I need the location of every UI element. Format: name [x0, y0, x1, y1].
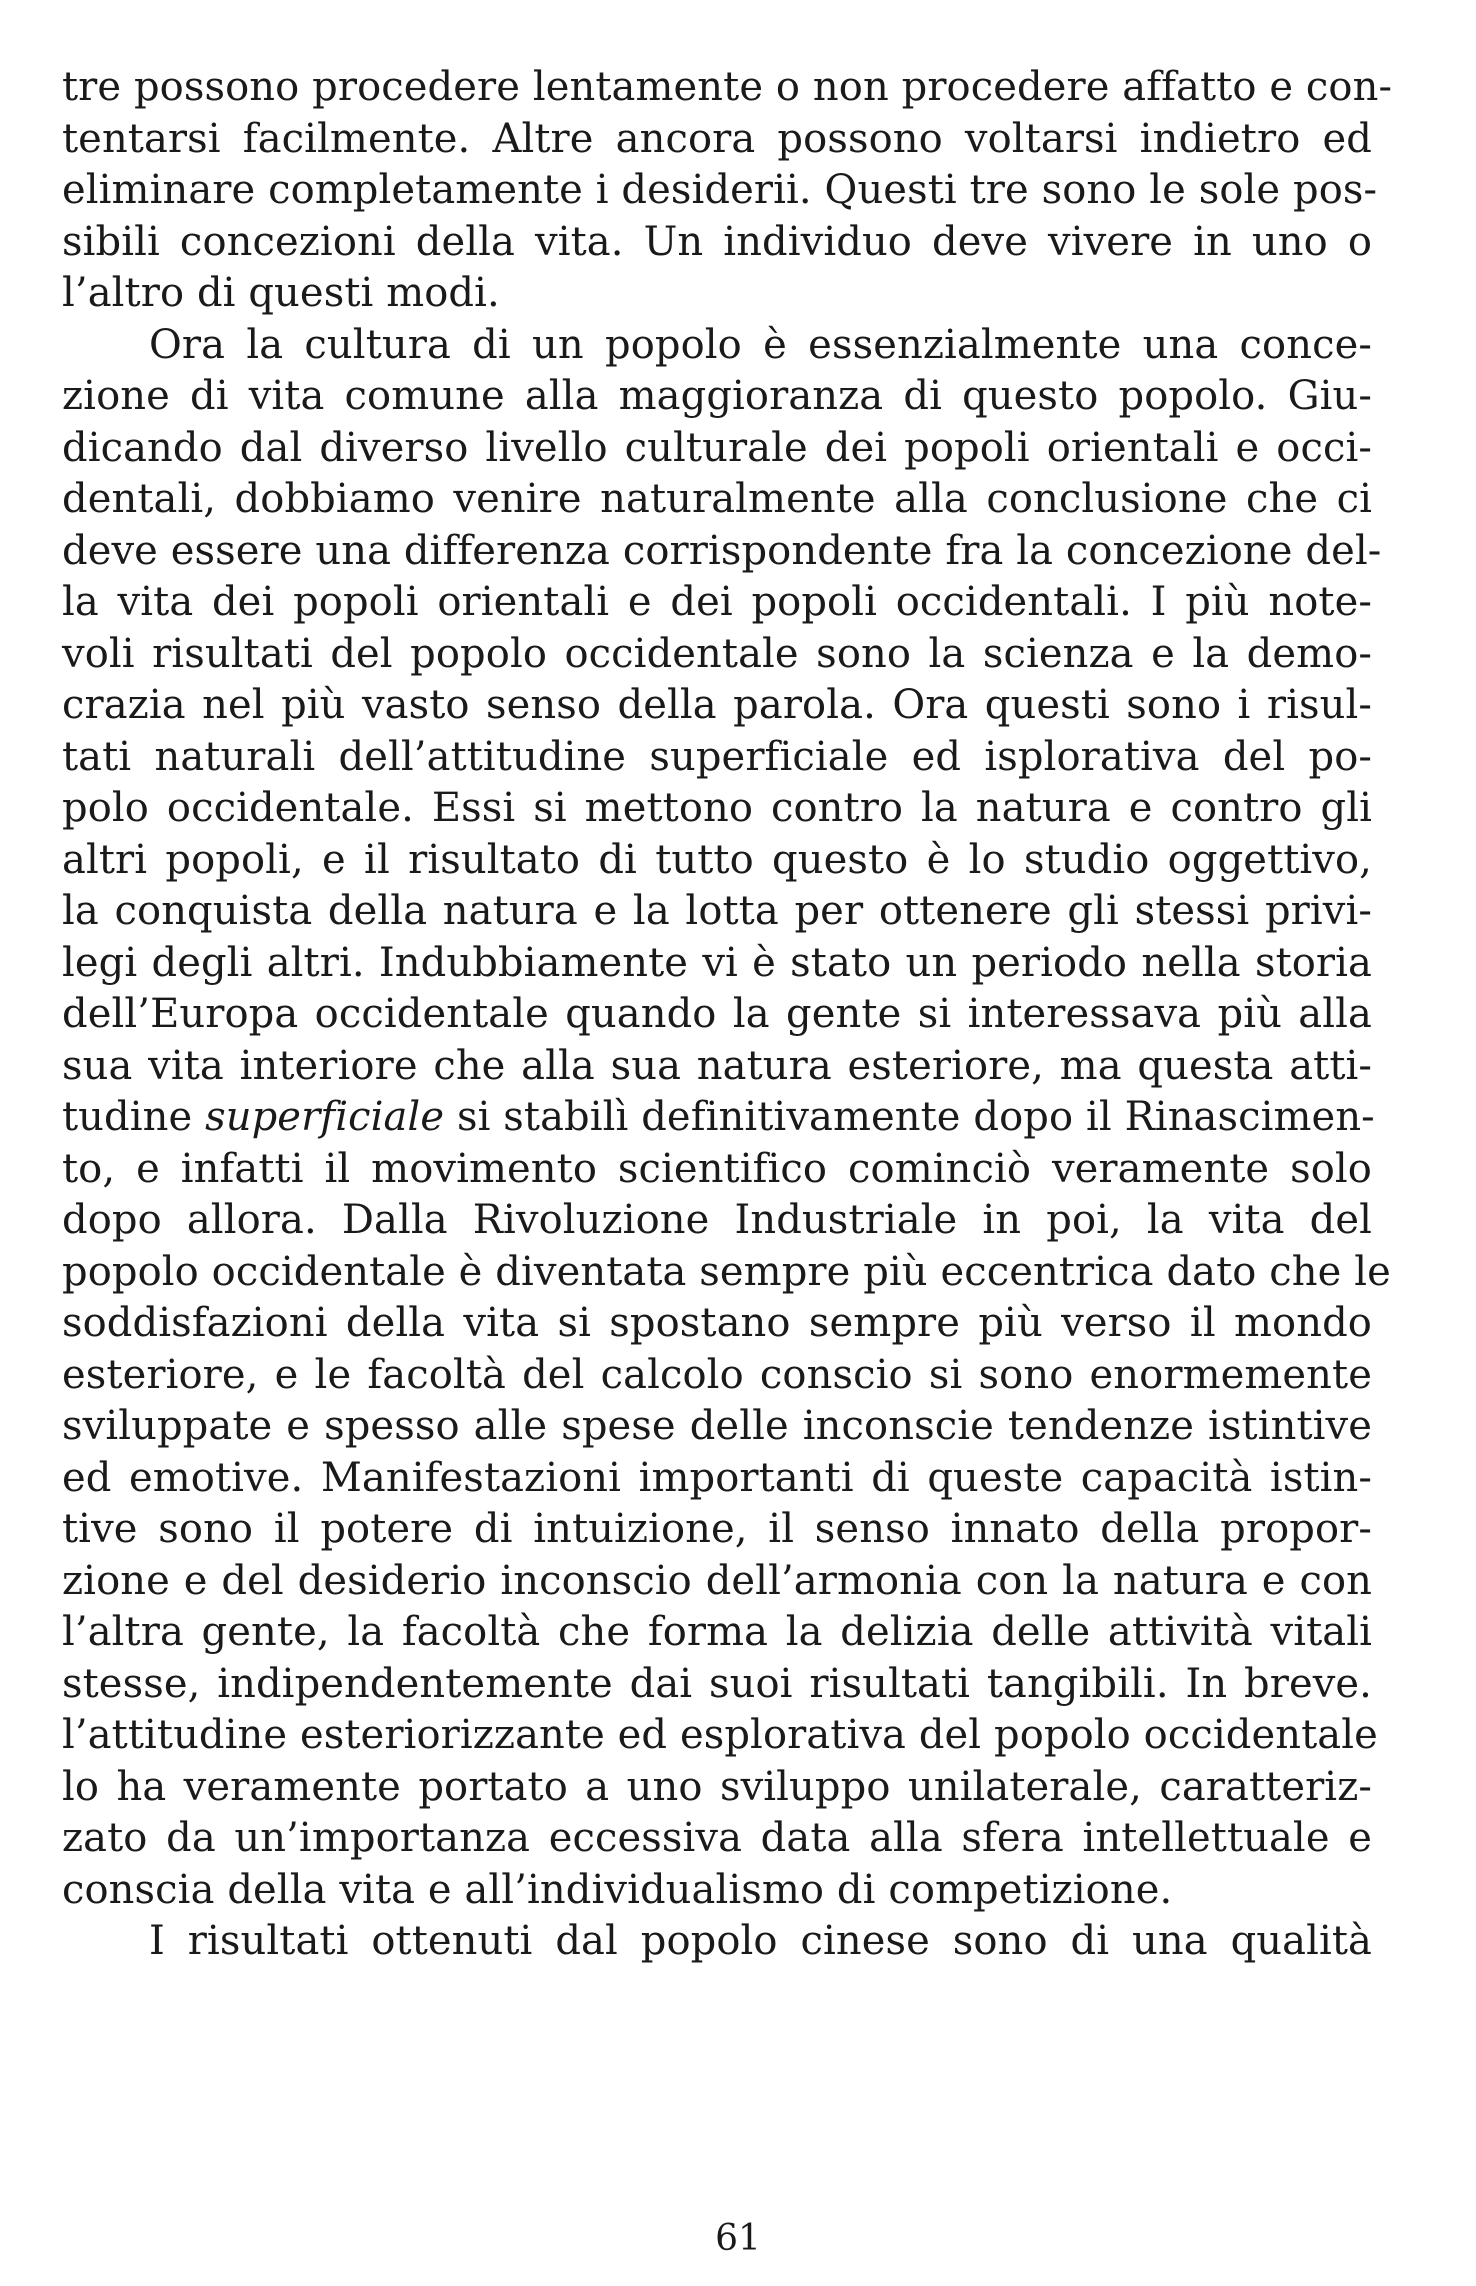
text-line: esteriore, e le facoltà del calcolo conscio si sono enormemente [62, 1351, 1372, 1398]
text-line: conscia della vita e all’individualismo di competizione. [62, 1866, 1173, 1913]
text-line: dicando dal diverso livello culturale dei popoli orientali e occi- [62, 424, 1372, 471]
text-line: polo occidentale. Essi si mettono contro la natura e contro gli [62, 785, 1372, 831]
text-line: zione di vita comune alla maggioranza di questo popolo. Giu- [62, 373, 1372, 419]
text-line: stesse, indipendentemente dai suoi risultati tangibili. In breve. [62, 1660, 1372, 1707]
text-line: dentali, dobbiamo venire naturalmente alla conclusione che ci [62, 476, 1372, 522]
line-end: si stabilì definitivamente dopo il Rinascimen- [456, 1094, 1375, 1140]
text-line: deve essere una differenza corrispondente fra la concezione del- [62, 527, 1382, 574]
text-line: tive sono il potere di intuizione, il senso innato della propor- [62, 1506, 1372, 1552]
text-line: dell’Europa occidentale quando la gente si interessava più alla [62, 991, 1372, 1037]
text-line: voli risultati del popolo occidentale sono la scienza e la demo- [62, 630, 1372, 677]
text-line: ed emotive. Manifestazioni importanti di queste capacità istin- [62, 1454, 1372, 1501]
line-start: tudine [62, 1094, 193, 1140]
text-line: zione e del desiderio inconscio dell’armonia con la natura e con [62, 1557, 1372, 1604]
text-line: sviluppate e spesso alle spese delle inconscie tendenze istintive [62, 1403, 1372, 1449]
text-line: legi degli altri. Indubbiamente vi è stato un periodo nella storia [62, 939, 1372, 986]
text-line: popolo occidentale è diventata sempre più eccentrica dato che le [62, 1248, 1391, 1295]
text-line: crazia nel più vasto senso della parola. Ora questi sono i risul- [62, 682, 1372, 728]
text-line: l’attitudine esteriorizzante ed esplorativa del popolo occidentale [62, 1712, 1378, 1758]
text-line: la vita dei popoli orientali e dei popoli occidentali. I più note- [62, 579, 1372, 625]
text-line: sua vita interiore che alla sua natura esteriore, ma questa atti- [62, 1042, 1372, 1089]
text-line: tati naturali dell’attitudine superficiale ed isplorativa del po- [62, 733, 1372, 780]
text-line: soddisfazioni della vita si spostano sempre più verso il mondo [62, 1300, 1372, 1346]
text-line: zato da un’importanza eccessiva data alla sfera intellettuale e [62, 1815, 1372, 1861]
text-line: tre possono procedere lentamente o non procedere affatto e con- [62, 64, 1393, 110]
text-line: la conquista della natura e la lotta per ottenere gli stessi privi- [62, 888, 1372, 934]
text-line: l’altro di questi modi. [62, 270, 500, 316]
text-line: altri popoli, e il risultato di tutto questo è lo studio oggettivo, [62, 836, 1372, 883]
body-text [62, 62, 1393, 1968]
text-line: lo ha veramente portato a uno sviluppo unilaterale, caratteriz- [62, 1763, 1372, 1810]
italic-word: superficiale [205, 1094, 445, 1140]
text-line: l’altra gente, la facoltà che forma la delizia delle attività vitali [62, 1609, 1372, 1655]
text-line: dopo allora. Dalla Rivoluzione Industriale in poi, la vita del [62, 1197, 1372, 1243]
page-number: 61 [715, 2218, 761, 2259]
text-line: to, e infatti il movimento scientifico cominciò veramente solo [62, 1145, 1372, 1192]
paragraph-start-line: I risultati ottenuti dal popolo cinese sono di una qualità [149, 1918, 1372, 1964]
text-line: eliminare completamente i desiderii. Questi tre sono le sole pos- [62, 167, 1378, 213]
text-line: tentarsi facilmente. Altre ancora possono voltarsi indietro ed [62, 115, 1372, 162]
text-line: sibili concezioni della vita. Un individuo deve vivere in uno o [62, 218, 1372, 265]
text-line-with-italic [62, 1092, 1375, 1144]
paragraph-start-line: Ora la cultura di un popolo è essenzialmente una conce- [149, 321, 1372, 368]
